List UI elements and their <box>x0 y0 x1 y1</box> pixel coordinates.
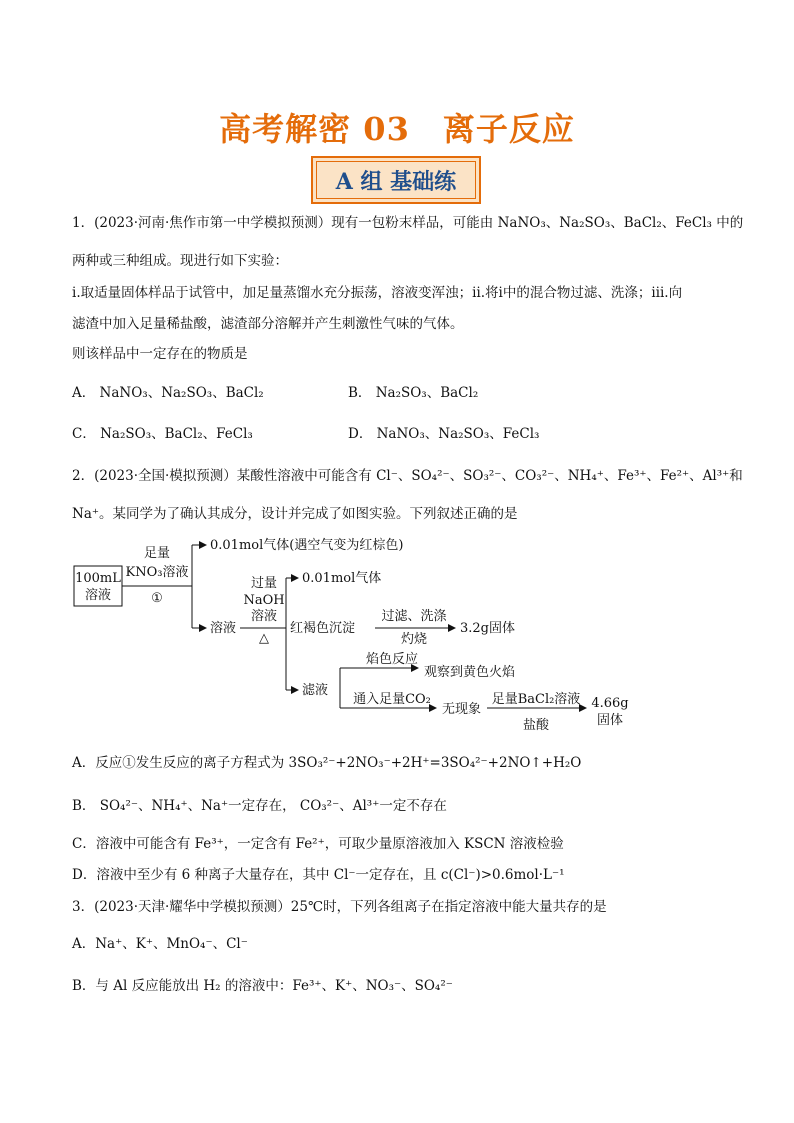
start-label-2: 溶液 <box>84 588 112 603</box>
gas2-label: 0.01mol气体 <box>302 571 382 586</box>
yellow-flame-label: 观察到黄色火焰 <box>424 665 516 680</box>
q3-option-a: A．Na⁺、K⁺、MnO₄⁻、Cl⁻ <box>72 936 248 952</box>
q3-option-b: B．与 Al 反应能放出 H₂ 的溶液中：Fe³⁺、K⁺、NO₃⁻、SO₄²⁻ <box>72 978 453 994</box>
q1-option-b: B． Na₂SO₃、BaCl₂ <box>348 385 479 401</box>
q2-stem-line1: 2．(2023·全国·模拟预测）某酸性溶液中可能含有 Cl⁻、SO₄²⁻、SO₃²⁻、CO₃²⁻、NH₄⁺、Fe³⁺、Fe²⁺、Al³⁺和 <box>72 468 743 484</box>
q2-option-b: B． SO₄²⁻、NH₄⁺、Na⁺一定存在， CO₃²⁻、Al³⁺一定不存在 <box>72 798 447 814</box>
q2-option-a: A．反应①发生反应的离子方程式为 3SO₃²⁻+2NO₃⁻+2H⁺=3SO₄²⁻+2NO↑+H₂O <box>72 755 582 771</box>
no-phenomenon-label: 无现象 <box>442 702 482 717</box>
reagent3-a: 过滤、洗涤 <box>381 609 447 624</box>
reagent1-c: ① <box>151 591 163 606</box>
q3-stem: 3．(2023·天津·耀华中学模拟预测）25℃时，下列各组离子在指定溶液中能大量共存的是 <box>72 899 607 915</box>
precipitate-label: 红褐色沉淀 <box>290 621 356 636</box>
co2-label: 通入足量CO₂ <box>353 692 431 707</box>
q1-option-d: D． NaNO₃、Na₂SO₃、FeCl₃ <box>348 426 540 442</box>
q2-option-c: C．溶液中可能含有 Fe³⁺，一定含有 Fe²⁺，可取少量原溶液加入 KSCN 溶液检验 <box>72 836 564 852</box>
q2-stem-line2: Na⁺。某同学为了确认其成分，设计并完成了如图实验。下列叙述正确的是 <box>72 506 518 522</box>
q1-experiment-line1: ⅰ.取适量固体样品于试管中，加足量蒸馏水充分振荡，溶液变浑浊；ⅱ.将ⅰ中的混合物过滤、洗涤；ⅲ.向 <box>72 285 683 301</box>
reagent2-d: △ <box>259 631 269 646</box>
reagent2-a: 过量 <box>250 576 278 591</box>
hcl-label: 盐酸 <box>522 718 550 733</box>
page-title: 高考解密 03 离子反应 <box>219 110 575 148</box>
gas1-label: 0.01mol气体(遇空气变为红棕色) <box>210 538 404 553</box>
q1-stem-line1: 1．(2023·河南·焦作市第一中学模拟预测）现有一包粉末样品，可能由 NaNO₃、Na₂SO₃、BaCl₂、FeCl₃ 中的 <box>72 215 744 231</box>
flame-label: 焰色反应 <box>365 652 419 667</box>
q1-stem-line2: 两种或三种组成。现进行如下实验： <box>72 253 288 269</box>
reagent3-b: 灼烧 <box>400 632 428 647</box>
reagent2-b: NaOH <box>243 593 285 608</box>
reagent2-c: 溶液 <box>250 609 278 624</box>
q1-question: 则该样品中一定存在的物质是 <box>72 346 248 362</box>
q2-option-d: D．溶液中至少有 6 种离子大量存在，其中 Cl⁻一定存在，且 c(Cl⁻)>0.6mol·L⁻¹ <box>72 867 565 883</box>
solid1-label: 3.2g固体 <box>460 621 515 636</box>
reagent1-b: KNO₃溶液 <box>125 565 189 580</box>
q1-experiment-line2: 滤渣中加入足量稀盐酸，滤渣部分溶解并产生刺激性气味的气体。 <box>72 316 464 332</box>
reagent1-a: 足量 <box>143 546 171 561</box>
bacl2-label: 足量BaCl₂溶液 <box>491 692 581 707</box>
group-label: A 组 基础练 <box>316 161 476 199</box>
solution-label: 溶液 <box>210 621 237 636</box>
solid2-label-a: 4.66g <box>591 696 629 711</box>
q1-option-c: C． Na₂SO₃、BaCl₂、FeCl₃ <box>72 426 253 442</box>
q1-option-a: A． NaNO₃、Na₂SO₃、BaCl₂ <box>72 385 264 401</box>
filtrate-label: 滤液 <box>302 683 329 698</box>
start-label-1: 100mL <box>75 571 121 586</box>
solid2-label-b: 固体 <box>596 713 624 728</box>
